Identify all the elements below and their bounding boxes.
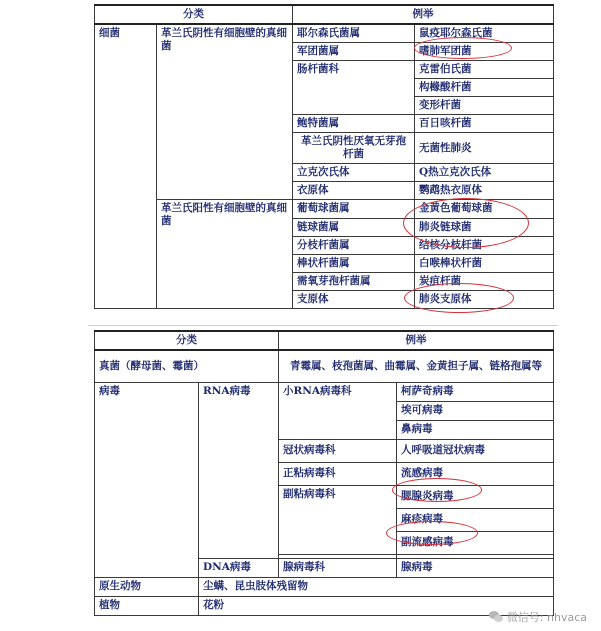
- family-cell: 副粘病毒科: [279, 485, 397, 554]
- example-cell: 白喉棒状杆菌: [415, 255, 554, 273]
- header-examples: 例举: [293, 5, 554, 24]
- gram-positive: 革兰氏阳性有细胞壁的真细菌: [157, 200, 293, 309]
- bacteria-table: [94, 4, 554, 309]
- example-cell: 鼠疫耶尔森氏菌: [415, 24, 554, 43]
- example-cell: 埃可病毒: [397, 401, 554, 420]
- genus-cell: 军团菌属: [293, 43, 415, 61]
- genus-cell: 衣原体: [293, 182, 415, 200]
- plant-examples: 花粉: [199, 596, 554, 615]
- group-bacteria: 细菌: [95, 24, 157, 309]
- example-cell: 流感病毒: [397, 462, 554, 485]
- example-cell: 肺炎链球菌: [415, 219, 554, 237]
- example-cell: 构橼酸杆菌: [415, 79, 554, 97]
- genus-cell: 分枝杆菌属: [293, 237, 415, 255]
- example-cell: 炭疽杆菌: [415, 273, 554, 291]
- genus-cell: 鲍特菌属: [293, 115, 415, 133]
- family-cell: 冠状病毒科: [279, 439, 397, 462]
- header-examples: 例举: [279, 331, 554, 350]
- example-cell: 金黄色葡萄球菌: [415, 200, 554, 219]
- example-cell: 柯萨奇病毒: [397, 382, 554, 401]
- family-cell: 小RNA病毒科: [279, 382, 397, 439]
- genus-cell: 葡萄球菌属: [293, 200, 415, 219]
- genus-cell: 棒状杆菌属: [293, 255, 415, 273]
- genus-cell: 支原体: [293, 291, 415, 309]
- example-cell: 肺炎支原体: [415, 291, 554, 309]
- watermark-text: 微信号: nhvaca: [506, 611, 587, 624]
- fungi-examples: 青霉属、枝孢菌属、曲霉属、金黄担子属、链格孢属等: [279, 350, 554, 382]
- genus-cell: 肠杆菌科: [293, 61, 415, 115]
- genus-cell: 耶尔森氏菌属: [293, 24, 415, 43]
- genus-cell: 链球菌属: [293, 219, 415, 237]
- example-cell: 嗜肺军团菌: [415, 43, 554, 61]
- example-cell: 变形杆菌: [415, 97, 554, 115]
- example-cell: 副流感病毒: [397, 531, 554, 554]
- header-category: 分类: [95, 5, 293, 24]
- wechat-icon: [489, 611, 503, 623]
- fungi-label: 真菌（酵母菌、霉菌）: [95, 350, 279, 382]
- example-cell: 鼻病毒: [397, 420, 554, 439]
- header-category: 分类: [95, 331, 279, 350]
- example-cell: 无菌性肺炎: [415, 133, 554, 164]
- family-cell: 正粘病毒科: [279, 462, 397, 485]
- protozoa-label: 原生动物: [95, 577, 199, 596]
- dna-virus-label: DNA病毒: [199, 558, 279, 577]
- example-cell: 百日咳杆菌: [415, 115, 554, 133]
- genus-cell: 立克次氏体: [293, 164, 415, 182]
- example-cell: 克雷伯氏菌: [415, 61, 554, 79]
- family-cell: 腺病毒科: [279, 558, 397, 577]
- rna-virus-label: RNA病毒: [199, 382, 279, 558]
- other-allergens-table: [94, 330, 554, 616]
- genus-cell: 革兰氏阴性厌氧无芽孢杆菌: [293, 133, 415, 164]
- example-cell: 麻疹病毒: [397, 508, 554, 531]
- genus-cell: 需氧芽孢杆菌属: [293, 273, 415, 291]
- plant-label: 植物: [95, 596, 199, 615]
- example-cell: Q热立克次氏体: [415, 164, 554, 182]
- example-cell: 鹦鹉热衣原体: [415, 182, 554, 200]
- example-cell: 结核分枝杆菌: [415, 237, 554, 255]
- virus-label: 病毒: [95, 382, 199, 577]
- gram-negative: 革兰氏阴性有细胞壁的真细菌: [157, 24, 293, 200]
- example-cell: 人呼吸道冠状病毒: [397, 439, 554, 462]
- protozoa-examples: 尘螨、昆虫肢体残留物: [199, 577, 554, 596]
- divider: [88, 325, 558, 326]
- example-cell: 腮腺炎病毒: [397, 485, 554, 508]
- watermark: [489, 609, 587, 625]
- example-cell: 腺病毒: [397, 558, 554, 577]
